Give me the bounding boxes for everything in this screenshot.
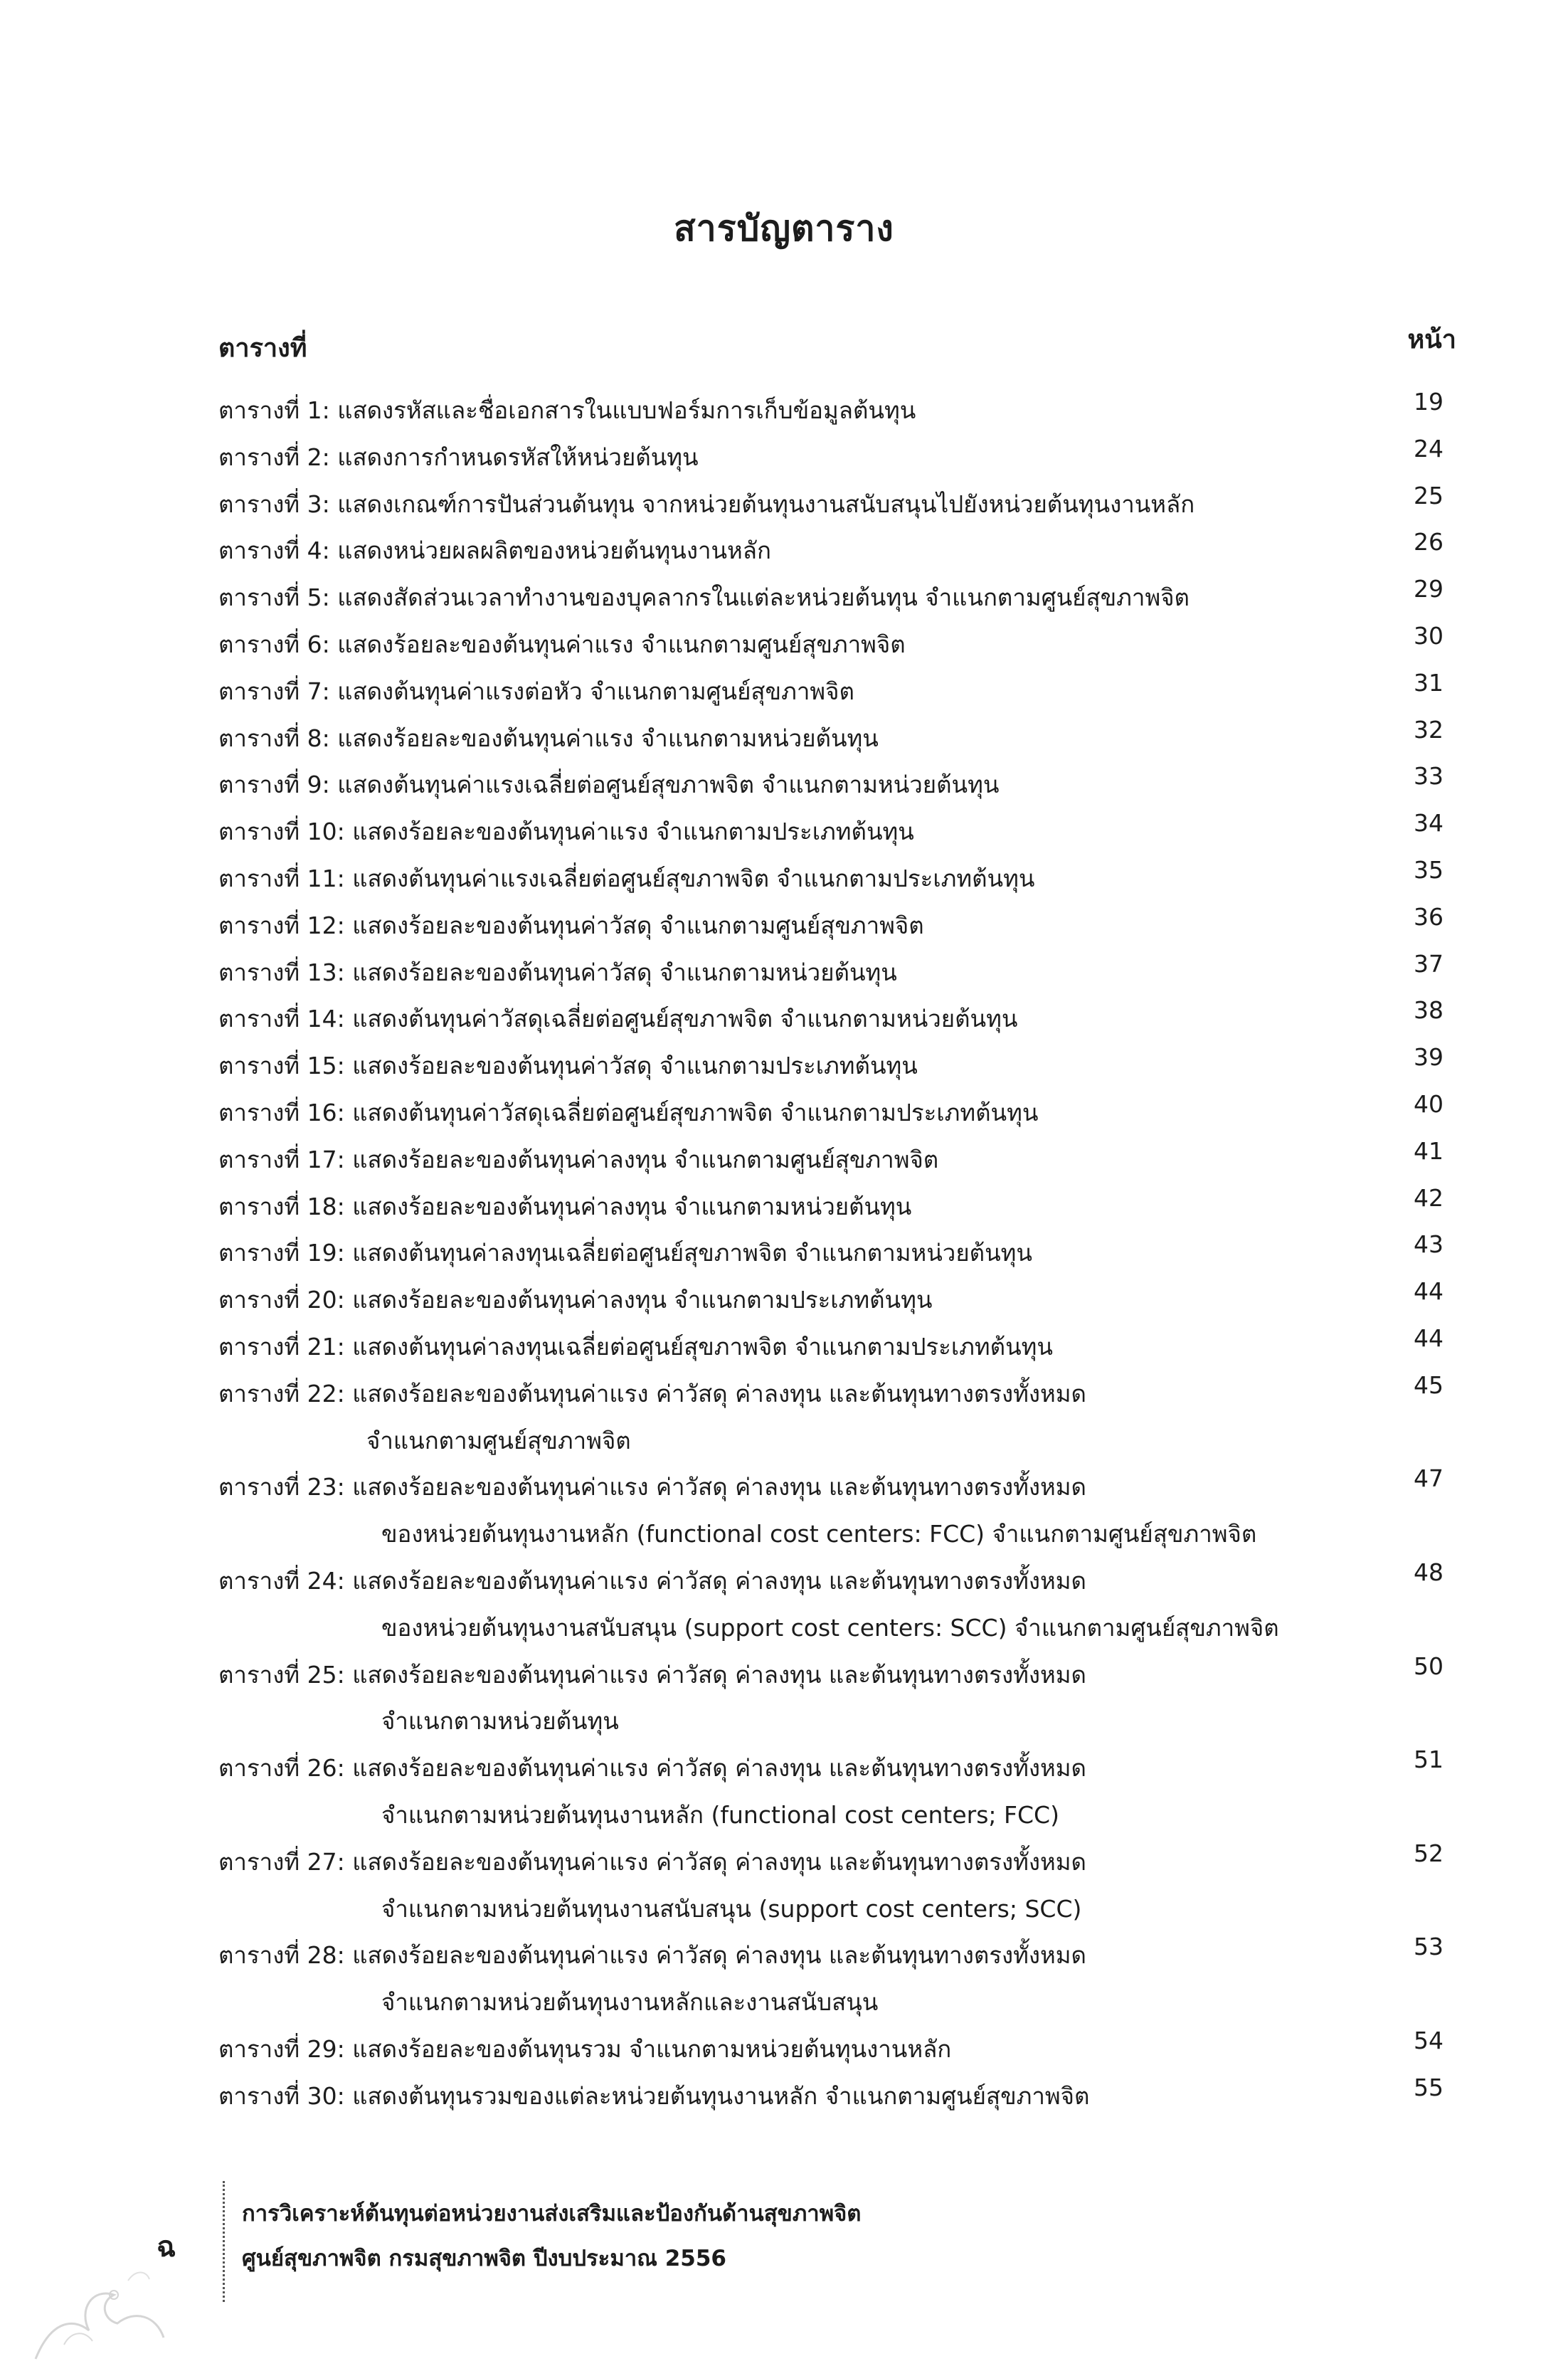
toc-entry-title: แสดงร้อยละของต้นทุนค่าแรง ค่าวัสดุ ค่าลงทุน และต้นทุนทางตรงทั้งหมด bbox=[352, 1473, 1086, 1501]
footer-report-title: การวิเคราะห์ต้นทุนต่อหน่วยงานส่งเสริมและป้องกันด้านสุขภาพจิต bbox=[242, 2201, 862, 2227]
toc-entry-title: แสดงร้อยละของต้นทุนค่าแรง จำแนกตามประเภทต้นทุน bbox=[352, 818, 914, 846]
toc-entry-label: ตารางที่ 4: bbox=[218, 537, 330, 565]
toc-entry bbox=[218, 1191, 1392, 1223]
toc-entry-page: 32 bbox=[1414, 715, 1443, 744]
toc-entry-label: ตารางที่ 1: bbox=[218, 396, 330, 424]
toc-entry bbox=[218, 1659, 1392, 1691]
toc-entry-page: 50 bbox=[1414, 1652, 1443, 1680]
toc-entry-label: ตารางที่ 23: bbox=[218, 1473, 345, 1501]
toc-entry-continuation: ของหน่วยต้นทุนงานหลัก (functional cost centers: FCC) จำแนกตามศูนย์สุขภาพจิต bbox=[381, 1520, 1257, 1548]
toc-entry-label: ตารางที่ 30: bbox=[218, 2081, 345, 2110]
toc-entry-title: แสดงต้นทุนค่าแรงเฉลี่ยต่อศูนย์สุขภาพจิต จำแนกตามหน่วยต้นทุน bbox=[337, 771, 1000, 799]
toc-entry bbox=[218, 1753, 1392, 1784]
toc-entry-label: ตารางที่ 17: bbox=[218, 1145, 345, 1173]
toc-entry-label: ตารางที่ 19: bbox=[218, 1239, 345, 1267]
toc-entry-label: ตารางที่ 15: bbox=[218, 1052, 345, 1080]
toc-entry-continuation: ของหน่วยต้นทุนงานสนับสนุน (support cost centers: SCC) จำแนกตามศูนย์สุขภาพจิต bbox=[381, 1613, 1279, 1642]
toc-entry-page: 35 bbox=[1414, 856, 1443, 884]
toc-entry bbox=[218, 910, 1392, 941]
toc-entry-title: แสดงร้อยละของต้นทุนค่าลงทุน จำแนกตามศูนย์สุขภาพจิต bbox=[352, 1145, 939, 1173]
toc-entry bbox=[218, 1097, 1392, 1129]
toc-entry-label: ตารางที่ 6: bbox=[218, 630, 330, 658]
toc-entry-continuation: จำแนกตามหน่วยต้นทุน bbox=[381, 1707, 619, 1736]
toc-entry bbox=[218, 1144, 1392, 1176]
toc-entry bbox=[218, 1472, 1392, 1503]
toc-entry bbox=[218, 1847, 1392, 1878]
toc-entry-page: 53 bbox=[1414, 1933, 1443, 1961]
toc-entry-continuation: จำแนกตามหน่วยต้นทุนงานสนับสนุน (support cost centers; SCC) bbox=[381, 1894, 1082, 1923]
toc-entry-title: แสดงรหัสและชื่อเอกสารในแบบฟอร์มการเก็บข้อมูลต้นทุน bbox=[337, 396, 916, 424]
toc-entry-label: ตารางที่ 22: bbox=[218, 1379, 345, 1408]
toc-entry bbox=[218, 582, 1392, 613]
toc-entry-page: 39 bbox=[1414, 1043, 1443, 1072]
toc-entry-page: 36 bbox=[1414, 902, 1443, 931]
toc-entry-title: แสดงร้อยละของต้นทุนค่าแรง ค่าวัสดุ ค่าลงทุน และต้นทุนทางตรงทั้งหมด bbox=[352, 1941, 1086, 1970]
page-title: สารบัญตาราง bbox=[674, 208, 894, 249]
toc-entry bbox=[218, 2034, 1392, 2065]
toc-entry-page: 19 bbox=[1414, 388, 1443, 416]
toc-entry-page: 31 bbox=[1414, 668, 1443, 697]
toc-entry-continuation: จำแนกตามหน่วยต้นทุนงานหลักและงานสนับสนุน bbox=[381, 1988, 879, 2017]
toc-entry-label: ตารางที่ 5: bbox=[218, 583, 330, 612]
footer-department: ศูนย์สุขภาพจิต กรมสุขภาพจิต ปีงบประมาณ 2556 bbox=[242, 2246, 726, 2271]
toc-entry-title: แสดงต้นทุนรวมของแต่ละหน่วยต้นทุนงานหลัก จำแนกตามศูนย์สุขภาพจิต bbox=[352, 2081, 1090, 2110]
toc-entry-page: 51 bbox=[1414, 1746, 1443, 1774]
toc-entry-title: แสดงร้อยละของต้นทุนค่าลงทุน จำแนกตามประเภทต้นทุน bbox=[352, 1286, 933, 1314]
toc-entry bbox=[218, 1237, 1392, 1269]
toc-entry bbox=[218, 769, 1392, 801]
toc-entry-title: แสดงต้นทุนค่าแรงต่อหัว จำแนกตามศูนย์สุขภาพจิต bbox=[337, 677, 854, 705]
toc-entry bbox=[218, 723, 1392, 754]
toc-entry-page: 44 bbox=[1414, 1277, 1443, 1306]
toc-entry bbox=[218, 863, 1392, 894]
toc-entry-label: ตารางที่ 7: bbox=[218, 677, 330, 705]
toc-entry-label: ตารางที่ 11: bbox=[218, 865, 345, 892]
toc-entry-title: แสดงร้อยละของต้นทุนค่าแรง จำแนกตามศูนย์สุขภาพจิต bbox=[337, 630, 906, 658]
toc-entry-title: แสดงร้อยละของต้นทุนค่าวัสดุ จำแนกตามหน่วยต้นทุน bbox=[352, 958, 897, 986]
toc-entry bbox=[218, 1378, 1392, 1410]
toc-entry-page: 38 bbox=[1414, 996, 1443, 1025]
toc-entry-label: ตารางที่ 3: bbox=[218, 490, 330, 518]
toc-entry-continuation: จำแนกตามศูนย์สุขภาพจิต bbox=[366, 1426, 631, 1454]
toc-entry-label: ตารางที่ 20: bbox=[218, 1286, 345, 1314]
page-column-header: หน้า bbox=[1407, 325, 1456, 354]
toc-entry bbox=[218, 442, 1392, 473]
toc-entry bbox=[218, 1050, 1392, 1082]
toc-entry-label: ตารางที่ 18: bbox=[218, 1192, 345, 1220]
toc-entry-title: แสดงร้อยละของต้นทุนค่าวัสดุ จำแนกตามศูนย์สุขภาพจิต bbox=[352, 911, 924, 939]
toc-entry-label: ตารางที่ 24: bbox=[218, 1567, 345, 1595]
toc-entry-label: ตารางที่ 27: bbox=[218, 1847, 345, 1876]
toc-entry bbox=[218, 1940, 1392, 1971]
toc-entry-continuation: จำแนกตามหน่วยต้นทุนงานหลัก (functional cost centers; FCC) bbox=[381, 1801, 1059, 1829]
toc-entry-label: ตารางที่ 12: bbox=[218, 911, 345, 939]
toc-entry-title: แสดงร้อยละของต้นทุนค่าลงทุน จำแนกตามหน่วยต้นทุน bbox=[352, 1192, 912, 1220]
toc-entry-page: 55 bbox=[1414, 2073, 1443, 2101]
toc-entry-title: แสดงร้อยละของต้นทุนค่าวัสดุ จำแนกตามประเภทต้นทุน bbox=[352, 1052, 918, 1080]
toc-entry-title: แสดงสัดส่วนเวลาทำงานของบุคลากรในแต่ละหน่วยต้นทุน จำแนกตามศูนย์สุขภาพจิต bbox=[337, 583, 1190, 612]
toc-entry bbox=[218, 1284, 1392, 1316]
toc-entry-page: 41 bbox=[1414, 1136, 1443, 1165]
toc-entry-title: แสดงร้อยละของต้นทุนค่าแรง ค่าวัสดุ ค่าลงทุน และต้นทุนทางตรงทั้งหมด bbox=[352, 1379, 1086, 1408]
toc-entry bbox=[218, 2081, 1392, 2112]
toc-entry-label: ตารางที่ 21: bbox=[218, 1333, 345, 1361]
toc-entry-label: ตารางที่ 26: bbox=[218, 1754, 345, 1783]
toc-entry-label: ตารางที่ 8: bbox=[218, 724, 330, 752]
toc-entry-title: แสดงหน่วยผลผลิตของหน่วยต้นทุนงานหลัก bbox=[337, 537, 771, 565]
toc-entry-title: แสดงร้อยละของต้นทุนค่าแรง ค่าวัสดุ ค่าลงทุน และต้นทุนทางตรงทั้งหมด bbox=[352, 1847, 1086, 1876]
toc-entry bbox=[218, 1003, 1392, 1035]
toc-entry-title: แสดงต้นทุนค่าวัสดุเฉลี่ยต่อศูนย์สุขภาพจิต จำแนกตามหน่วยต้นทุน bbox=[352, 1005, 1018, 1033]
toc-entry-page: 37 bbox=[1414, 949, 1443, 978]
toc-entry bbox=[218, 1565, 1392, 1597]
toc-entry-label: ตารางที่ 14: bbox=[218, 1005, 345, 1033]
toc-entry-page: 43 bbox=[1414, 1230, 1443, 1259]
toc-entry-page: 24 bbox=[1414, 434, 1443, 463]
toc-entry-page: 25 bbox=[1414, 481, 1443, 509]
toc-entry-page: 48 bbox=[1414, 1558, 1443, 1586]
toc-entry-label: ตารางที่ 25: bbox=[218, 1660, 345, 1689]
toc-entry-page: 47 bbox=[1414, 1464, 1443, 1493]
toc-entry bbox=[218, 676, 1392, 707]
toc-entry bbox=[218, 957, 1392, 988]
toc-entry-title: แสดงเกณฑ์การปันส่วนต้นทุน จากหน่วยต้นทุนงานสนับสนุนไปยังหน่วยต้นทุนงานหลัก bbox=[337, 490, 1195, 518]
toc-entry-title: แสดงร้อยละของต้นทุนค่าแรง ค่าวัสดุ ค่าลงทุน และต้นทุนทางตรงทั้งหมด bbox=[352, 1567, 1086, 1595]
toc-entry-title: แสดงต้นทุนค่าแรงเฉลี่ยต่อศูนย์สุขภาพจิต จำแนกตามประเภทต้นทุน bbox=[352, 865, 1035, 892]
toc-entry bbox=[218, 395, 1392, 426]
toc-entry-label: ตารางที่ 28: bbox=[218, 1941, 345, 1970]
toc-entry-page: 52 bbox=[1414, 1839, 1443, 1867]
toc-entry-page: 33 bbox=[1414, 762, 1443, 791]
toc-entry-page: 34 bbox=[1414, 809, 1443, 838]
toc-entry-title: แสดงต้นทุนค่าลงทุนเฉลี่ยต่อศูนย์สุขภาพจิต จำแนกตามประเภทต้นทุน bbox=[352, 1333, 1053, 1361]
toc-entry-title: แสดงการกำหนดรหัสให้หน่วยต้นทุน bbox=[337, 443, 699, 471]
toc-entry-label: ตารางที่ 2: bbox=[218, 443, 330, 471]
toc-entry-page: 45 bbox=[1414, 1371, 1443, 1399]
footer-divider bbox=[223, 2181, 225, 2302]
toc-entry-label: ตารางที่ 10: bbox=[218, 818, 345, 846]
toc-entry-label: ตารางที่ 9: bbox=[218, 771, 330, 799]
toc-entry-page: 40 bbox=[1414, 1090, 1443, 1118]
toc-entry-title: แสดงร้อยละของต้นทุนค่าแรง ค่าวัสดุ ค่าลงทุน และต้นทุนทางตรงทั้งหมด bbox=[352, 1660, 1086, 1689]
toc-entry-page: 30 bbox=[1414, 622, 1443, 650]
toc-entry-page: 26 bbox=[1414, 528, 1443, 556]
toc-entry-page: 42 bbox=[1414, 1183, 1443, 1212]
toc-entry-title: แสดงร้อยละของต้นทุนค่าแรง จำแนกตามหน่วยต้นทุน bbox=[337, 724, 879, 752]
toc-entry-title: แสดงร้อยละของต้นทุนค่าแรง ค่าวัสดุ ค่าลงทุน และต้นทุนทางตรงทั้งหมด bbox=[352, 1754, 1086, 1783]
toc-entry-page: 44 bbox=[1414, 1324, 1443, 1352]
floral-ornament-icon bbox=[21, 2259, 185, 2366]
toc-entry-title: แสดงร้อยละของต้นทุนรวม จำแนกตามหน่วยต้นทุนงานหลัก bbox=[352, 2035, 952, 2063]
toc-entry bbox=[218, 535, 1392, 566]
toc-entry-title: แสดงต้นทุนค่าวัสดุเฉลี่ยต่อศูนย์สุขภาพจิต จำแนกตามประเภทต้นทุน bbox=[352, 1099, 1039, 1126]
toc-entry bbox=[218, 816, 1392, 847]
toc-entry bbox=[218, 1331, 1392, 1363]
toc-entry-page: 54 bbox=[1414, 2027, 1443, 2054]
toc-entry bbox=[218, 629, 1392, 660]
toc-entry-label: ตารางที่ 29: bbox=[218, 2035, 345, 2063]
toc-entry-label: ตารางที่ 13: bbox=[218, 958, 345, 986]
toc-entry-page: 29 bbox=[1414, 575, 1443, 603]
page-number-marker: ฉ bbox=[157, 2231, 176, 2264]
toc-entry-label: ตารางที่ 16: bbox=[218, 1099, 345, 1126]
toc-entry bbox=[218, 489, 1392, 520]
toc-entry-title: แสดงต้นทุนค่าลงทุนเฉลี่ยต่อศูนย์สุขภาพจิต จำแนกตามหน่วยต้นทุน bbox=[352, 1239, 1032, 1267]
table-column-header: ตารางที่ bbox=[218, 334, 307, 363]
